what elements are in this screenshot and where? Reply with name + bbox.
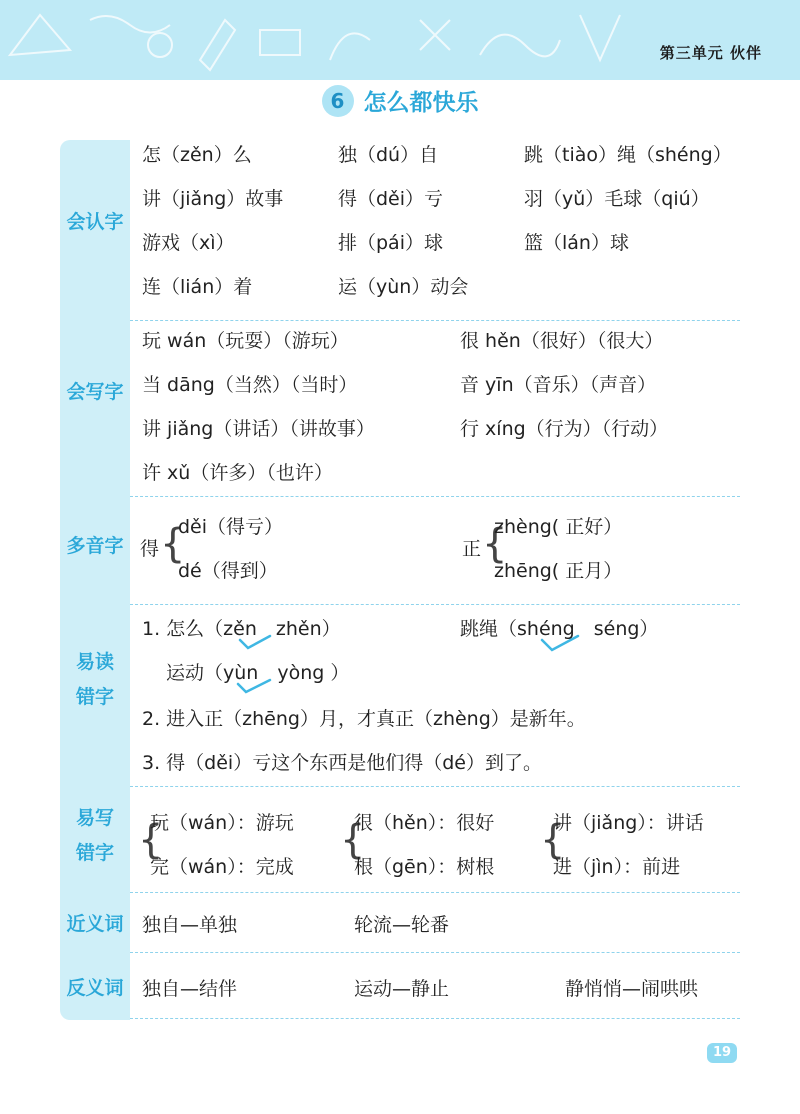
brace-symbol: { [160, 521, 186, 567]
synonym-pair: 独自—单独 [142, 914, 238, 936]
brace-symbol: { [138, 817, 164, 863]
antonym-pair: 运动—静止 [354, 978, 450, 1000]
write-item: 当 dāng（当然）（当时） [142, 374, 358, 396]
label-misread-line2: 错字 [75, 685, 114, 708]
label-miswrite [60, 804, 130, 867]
decorative-doodles [0, 0, 800, 80]
write-item: 很 hěn（很好）（很大） [460, 330, 664, 352]
recognize-item: 游戏（xì） [142, 232, 235, 254]
synonym-pair: 轮流—轮番 [354, 914, 450, 936]
misread-line: 3. 得（děi）亏这个东西是他们得（dé）到了。 [142, 752, 542, 774]
poly-reading: děi（得亏） [178, 516, 284, 538]
miswrite-item: 根（gēn）：树根 [354, 856, 495, 878]
poly-reading: zhēng( 正月） [494, 560, 623, 582]
recognize-item: 得（děi）亏 [338, 188, 444, 210]
recognize-item: 怎（zěn）么 [142, 144, 252, 166]
write-item: 许 xǔ（许多）（也许） [142, 462, 333, 484]
page-number: 19 [707, 1043, 737, 1063]
separator [130, 786, 740, 787]
lesson-title [0, 84, 800, 117]
lesson-title-text: 怎么都快乐 [363, 90, 479, 116]
separator [130, 496, 740, 497]
miswrite-item: 很（hěn）：很好 [354, 812, 495, 834]
recognize-item: 连（lián）着 [142, 276, 253, 298]
antonym-pair: 独自—结伴 [142, 978, 238, 1000]
misread-line: 跳绳（shéng séng） [460, 618, 659, 640]
misread-line: 2. 进入正（zhēng）月，才真正（zhèng）是新年。 [142, 708, 586, 730]
check-mark-icon [236, 678, 272, 694]
miswrite-item: 玩（wán）：游玩 [150, 812, 294, 834]
label-misread [60, 648, 130, 711]
label-antonyms: 反义词 [66, 977, 124, 999]
poly-char: 正 [462, 538, 482, 560]
recognize-item: 讲（jiǎng）故事 [142, 188, 284, 210]
section-label-column [60, 140, 130, 1020]
poly-reading: zhèng( 正好） [494, 516, 623, 538]
brace-symbol: { [540, 817, 566, 863]
write-item: 玩 wán（玩耍）（游玩） [142, 330, 349, 352]
lesson-number: 6 [322, 85, 354, 117]
miswrite-item: 进（jìn）：前进 [553, 856, 681, 878]
separator [130, 952, 740, 953]
recognize-item: 跳（tiào）绳（shéng） [524, 144, 732, 166]
write-item: 音 yīn（音乐）（声音） [460, 374, 657, 396]
header-band [0, 0, 800, 80]
brace-symbol: { [340, 817, 366, 863]
antonym-pair: 静悄悄—闹哄哄 [565, 978, 699, 1000]
label-poly: 多音字 [66, 535, 124, 557]
separator [130, 604, 740, 605]
unit-label: 第三单元 伙伴 [659, 44, 762, 62]
label-miswrite-line2: 错字 [75, 841, 114, 864]
recognize-item: 排（pái）球 [338, 232, 443, 254]
misread-line: 运动（yùn yòng ） [166, 662, 350, 684]
label-miswrite-line1: 易写 [75, 807, 114, 829]
poly-char: 得 [140, 538, 160, 560]
check-mark-icon [238, 634, 272, 650]
miswrite-item: 讲（jiǎng）：讲话 [553, 812, 704, 834]
recognize-item: 运（yùn）动会 [338, 276, 469, 298]
separator [130, 320, 740, 321]
label-misread-line1: 易读 [75, 651, 114, 673]
miswrite-item: 完（wán）：完成 [150, 856, 294, 878]
label-recognize: 会认字 [66, 211, 124, 233]
misread-line: 1. 怎么（zěn zhěn） [142, 618, 341, 640]
recognize-item: 篮（lán）球 [524, 232, 629, 254]
write-item: 讲 jiǎng（讲话）（讲故事） [142, 418, 375, 440]
recognize-item: 羽（yǔ）毛球（qiú） [524, 188, 710, 210]
recognize-item: 独（dú）自 [338, 144, 439, 166]
brace-symbol: { [482, 521, 508, 567]
check-mark-icon [540, 634, 580, 652]
poly-reading: dé（得到） [178, 560, 278, 582]
separator [130, 892, 740, 893]
label-synonyms: 近义词 [66, 913, 124, 935]
separator [130, 1018, 740, 1019]
label-write: 会写字 [66, 381, 124, 403]
write-item: 行 xíng（行为）（行动） [460, 418, 669, 440]
